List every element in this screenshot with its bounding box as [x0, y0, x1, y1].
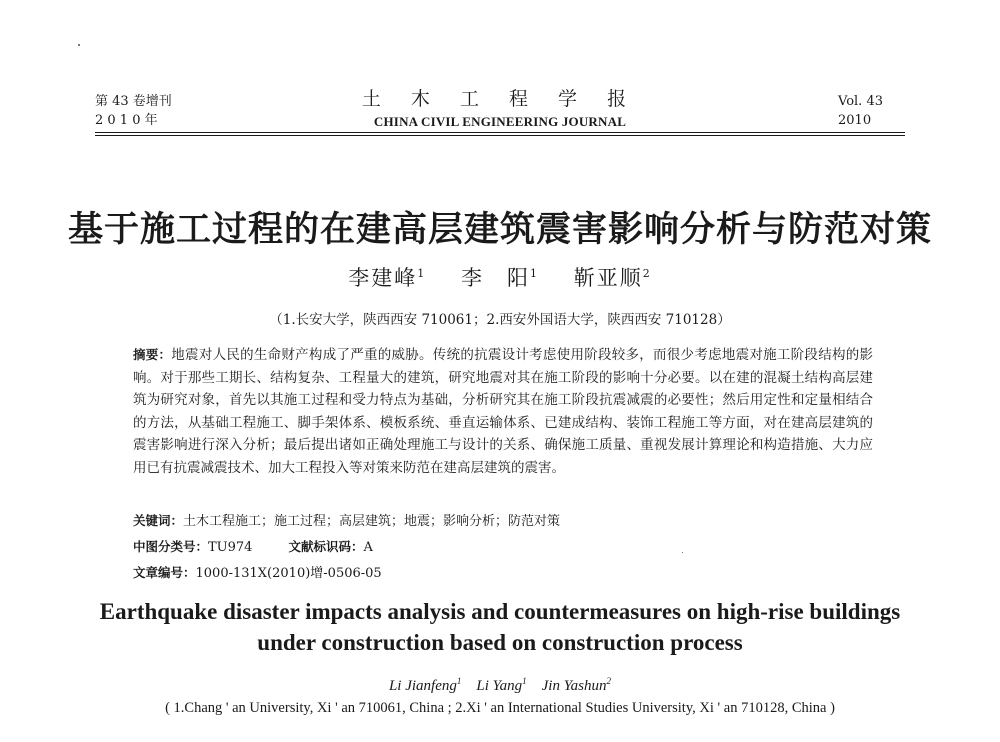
article-number-label: 文章编号：: [133, 565, 196, 580]
affil-mark: 1: [522, 676, 527, 686]
paper-title-cn: 基于施工过程的在建高层建筑震害影响分析与防范对策: [67, 210, 932, 250]
author-cn-1: 李建峰: [348, 266, 418, 290]
doc-code-value: A: [363, 540, 373, 555]
affil-mark: 2: [606, 676, 612, 686]
classification: [133, 537, 373, 558]
affil-mark: 2: [642, 267, 652, 280]
journal-name-en: CHINA CIVIL ENGINEERING JOURNAL: [373, 114, 627, 129]
keywords-text: 土木工程施工；施工过程；高层建筑；地震；影响分析；防范对策: [183, 514, 561, 529]
authors-cn: [300, 262, 700, 292]
header-rule-bottom: [95, 135, 905, 136]
clc-value: TU974: [208, 540, 253, 555]
affil-mark: 1: [417, 267, 427, 280]
keywords: [133, 511, 560, 532]
author-en-2: Li Yang: [476, 678, 523, 694]
scan-speck: [78, 44, 80, 46]
header-rule-top: [95, 132, 905, 133]
article-number: [133, 563, 382, 584]
doc-code-label: 文献标识码：: [288, 539, 364, 554]
authors-en: [300, 676, 700, 695]
header-vol-en: Vol. 43: [838, 94, 883, 109]
title-en-line1: Earthquake disaster impacts analysis and countermeasures on high-rise buildings: [99, 599, 901, 624]
clc-label: 中图分类号：: [133, 539, 209, 554]
abstract-label: 摘要：: [133, 347, 172, 362]
author-en-3: Jin Yashun: [541, 678, 607, 694]
header-volume-info: [95, 92, 172, 130]
journal-name-cn: 土 木 工 程 学 报: [361, 88, 639, 110]
abstract-text: 地震对人民的生命财产构成了严重的威胁。传统的抗震设计考虑使用阶段较多，而很少考虑地震对施工阶段结构的影响。对于那些工期长、结构复杂、工程量大的建筑，研究地震对其在施工阶段的影响十分必要。以在建的混凝土结构高层建筑为研究对象，首先以其施工过程和受力特点为基础，分析研究其在施工阶段抗震减震的必要性；然后用定性和定量相结合的方法，从基础工程施工、脚手架体系、模板系统、垂直运输体系、已建成结构、装饰工程施工等方面，对在建高层建筑的震害影响进行深入分析；最后提出诸如正确处理施工与设计的关系、确保施工质量、重视发展计算理论和构造措施、大力应用已有抗震减震技术、加大工程投入等对策来防范在建高层建筑的震害。: [133, 347, 873, 476]
author-cn-2: 李 阳: [461, 266, 530, 290]
author-cn-3: 靳亚顺: [573, 266, 643, 290]
article-number-value: 1000-131X(2010)增-0506-05: [195, 566, 382, 581]
header-year-en: 2010: [838, 113, 872, 128]
header-year: 2 0 1 0 年: [95, 113, 158, 128]
title-en-line2: under construction based on construction process: [257, 630, 743, 655]
affiliation-en: ( 1.Chang ' an University, Xi ' an 710061, China ; 2.Xi ' an International Studies University, Xi ' an 710128, China ): [165, 700, 835, 716]
header-volume: 第 43 卷增刊: [95, 94, 172, 109]
keywords-label: 关键词：: [133, 513, 184, 528]
journal-masthead: [300, 86, 700, 131]
abstract: [133, 344, 873, 479]
affil-mark: 1: [456, 676, 462, 686]
scan-speck: [682, 552, 683, 553]
author-en-1: Li Jianfeng: [388, 678, 457, 694]
affil-mark: 1: [530, 267, 539, 280]
affiliation-cn: （1.长安大学，陕西西安 710061；2.西安外国语大学，陕西西安 710128）: [269, 312, 731, 328]
header-volume-info-en: [838, 92, 883, 130]
paper-title-en: [60, 596, 940, 658]
